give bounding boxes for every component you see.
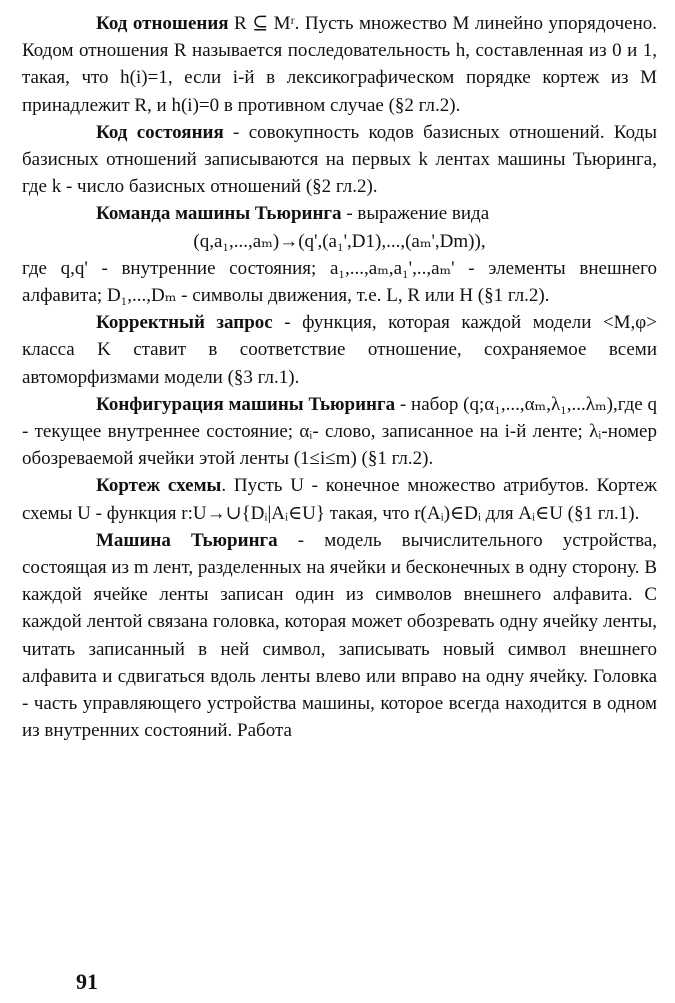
entry-term: Конфигурация машины Тьюринга bbox=[96, 393, 396, 415]
entry-formula: (q,a₁,...,aₘ)→(q',(a₁',D1),...,(aₘ',Dm)), bbox=[193, 230, 486, 252]
entry-correct-query bbox=[22, 309, 657, 391]
entry-text: . Пусть U - конечное множество атрибутов. Кортеж схемы U - функция r:U→∪{Dᵢ|Aᵢ∈U} такая, что r(Aᵢ)∈Dᵢ для Aᵢ∈U (§1 гл.1). bbox=[22, 475, 658, 524]
entry-turing-command bbox=[22, 200, 657, 227]
entry-text-continuation: где q,q' - внутренние состояния; a₁,...,aₘ,a₁',..,aₘ' - элементы внешнего алфавита; D₁,...,Dₘ - символы движения, т.е. L, R или H (§1 гл.2). bbox=[22, 257, 657, 307]
entry-term: Корректный запрос bbox=[96, 312, 273, 334]
entry-text: - модель вычислительного устройства, состоящая из m лент, разделенных на ячейки и бесконечных в одну сторону. В каждой ячейке ленты записан один из символов внешнего алфавита. С каждой лентой связана головка, которая может обозревать одну ячейку ленты, читать записанный в ней символ, записывать новый символ внешнего алфавита и сдвигаться вдоль ленты влево или вправо на одну ячейку. Головка - часть управляющего устройства машины, которое всегда находится в одном из внутренних состояний. Работа bbox=[22, 529, 657, 742]
entry-text: R ⊆ Mʳ. Пусть множество M линейно упорядочено. Кодом отношения R называется последовательность h, составленная из 0 и 1, такая, что h(i)=1, если i-й в лексикографическом порядке кортеж из M принадлежит R, и h(i)=0 в противном случае (§2 гл.2). bbox=[22, 13, 657, 116]
entry-relation-code bbox=[22, 10, 657, 119]
entry-turing-machine bbox=[22, 527, 657, 745]
entry-text: - выражение вида bbox=[341, 203, 490, 225]
entry-term: Команда машины Тьюринга bbox=[96, 203, 342, 225]
entry-turing-configuration bbox=[22, 391, 657, 473]
entry-schema-tuple bbox=[22, 472, 657, 526]
entry-state-code bbox=[22, 119, 657, 201]
entry-text: - совокупность кодов базисных отношений. Коды базисных отношений записываются на первых k лентах машины Тьюринга, где k - число базисных отношений (§2 гл.2). bbox=[22, 121, 658, 198]
entry-term: Код состояния bbox=[96, 121, 224, 143]
entry-term: Машина Тьюринга bbox=[96, 529, 278, 551]
page-number: 91 bbox=[76, 968, 98, 994]
entry-text: - набор (q;α₁,...,αₘ,λ₁,...λₘ),где q - текущее внутреннее состояние; αᵢ- слово, записанное на i-й ленте; λᵢ-номер обозреваемой ячейки этой ленты (1≤i≤m) (§1 гл.2). bbox=[22, 393, 657, 470]
entry-term: Кортеж схемы bbox=[96, 475, 222, 497]
entry-term: Код отношения bbox=[96, 13, 229, 34]
entry-text: - функция, которая каждой модели <M,φ> класса K ставит в соответствие отношение, сохраняемое всеми автоморфизмами модели (§3 гл.1). bbox=[22, 312, 657, 388]
